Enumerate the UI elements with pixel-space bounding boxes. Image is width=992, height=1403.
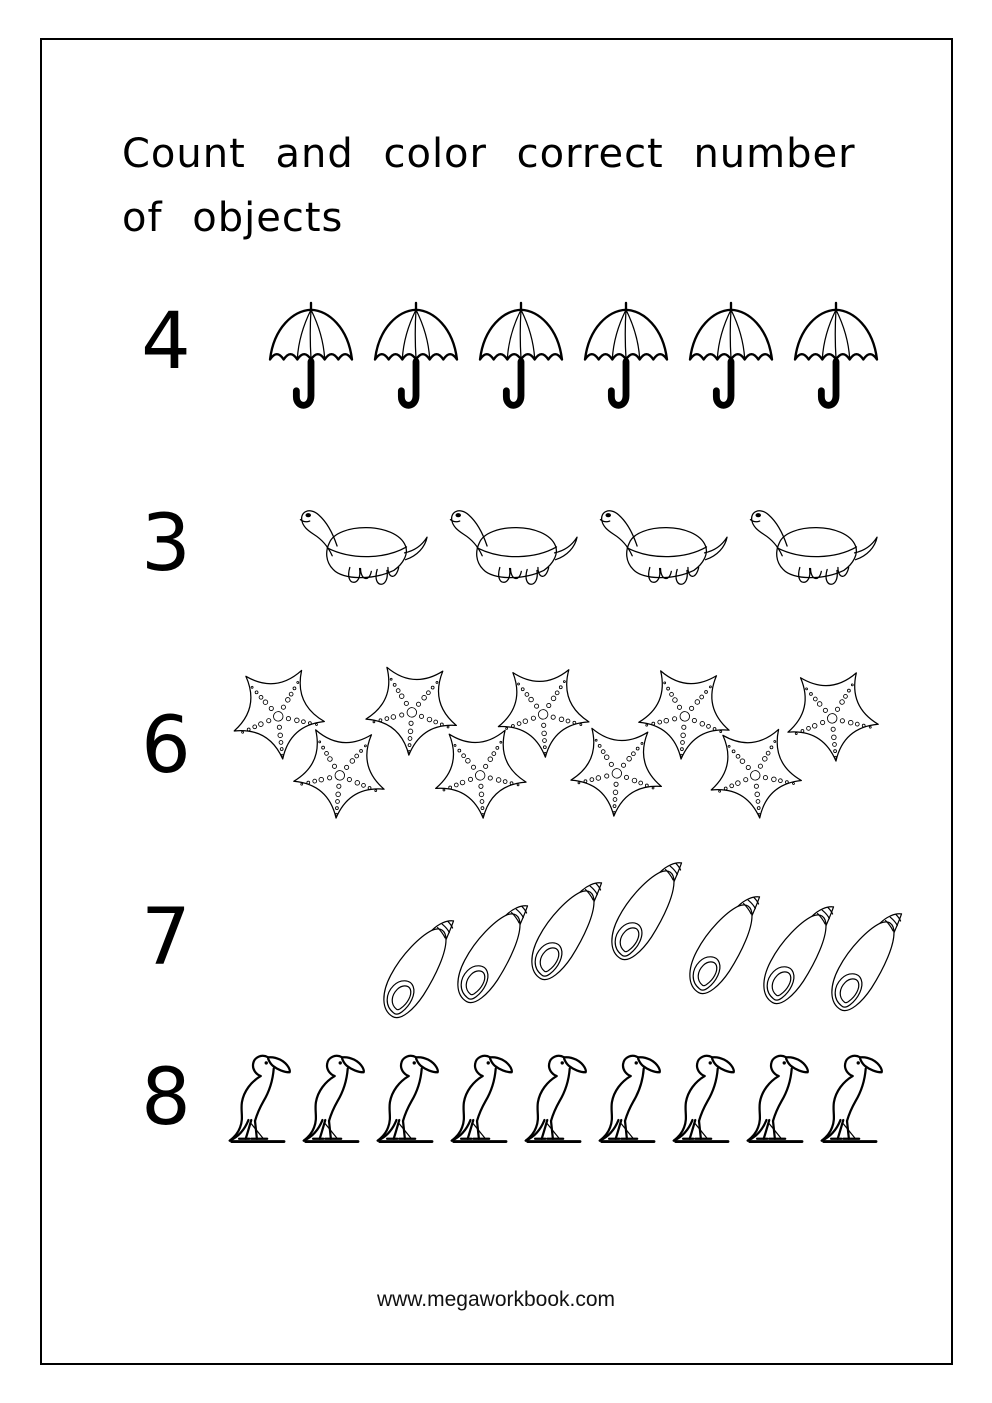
bird-icon[interactable] (744, 1052, 817, 1145)
umbrella-icon[interactable] (260, 300, 362, 422)
bird-icon[interactable] (818, 1052, 891, 1145)
row-number-3: 3 (141, 499, 191, 589)
turtle-icon[interactable] (592, 502, 734, 590)
row-number-7: 7 (141, 893, 191, 983)
row-number-4: 4 (141, 297, 191, 387)
bird-icon[interactable] (448, 1052, 521, 1145)
starfish-row (222, 660, 912, 832)
turtle-icon[interactable] (292, 502, 434, 590)
shell-icon[interactable] (820, 913, 908, 1018)
footer-url: www.megaworkbook.com (376, 1288, 616, 1311)
shell-icon[interactable] (600, 862, 688, 967)
bird-row (226, 1052, 891, 1145)
bird-icon[interactable] (300, 1052, 373, 1145)
umbrella-icon[interactable] (575, 300, 677, 422)
turtle-row (292, 502, 884, 590)
starfish-icon[interactable] (421, 719, 540, 827)
row-number-6: 6 (141, 701, 191, 791)
bird-icon[interactable] (670, 1052, 743, 1145)
row-number-8: 8 (141, 1053, 191, 1143)
umbrella-icon[interactable] (365, 300, 467, 422)
bird-icon[interactable] (522, 1052, 595, 1145)
umbrella-row (260, 300, 887, 422)
umbrella-icon[interactable] (470, 300, 572, 422)
bird-icon[interactable] (226, 1052, 299, 1145)
page-title: Count and color correct number of objects (122, 131, 856, 241)
shell-icon[interactable] (520, 882, 608, 987)
turtle-icon[interactable] (742, 502, 884, 590)
bird-icon[interactable] (596, 1052, 669, 1145)
shell-row (372, 858, 917, 1023)
starfish-icon[interactable] (280, 718, 400, 827)
bird-icon[interactable] (374, 1052, 447, 1145)
starfish-icon[interactable] (558, 717, 677, 825)
umbrella-icon[interactable] (785, 300, 887, 422)
turtle-icon[interactable] (442, 502, 584, 590)
umbrella-icon[interactable] (680, 300, 782, 422)
starfish-icon[interactable] (694, 717, 816, 828)
